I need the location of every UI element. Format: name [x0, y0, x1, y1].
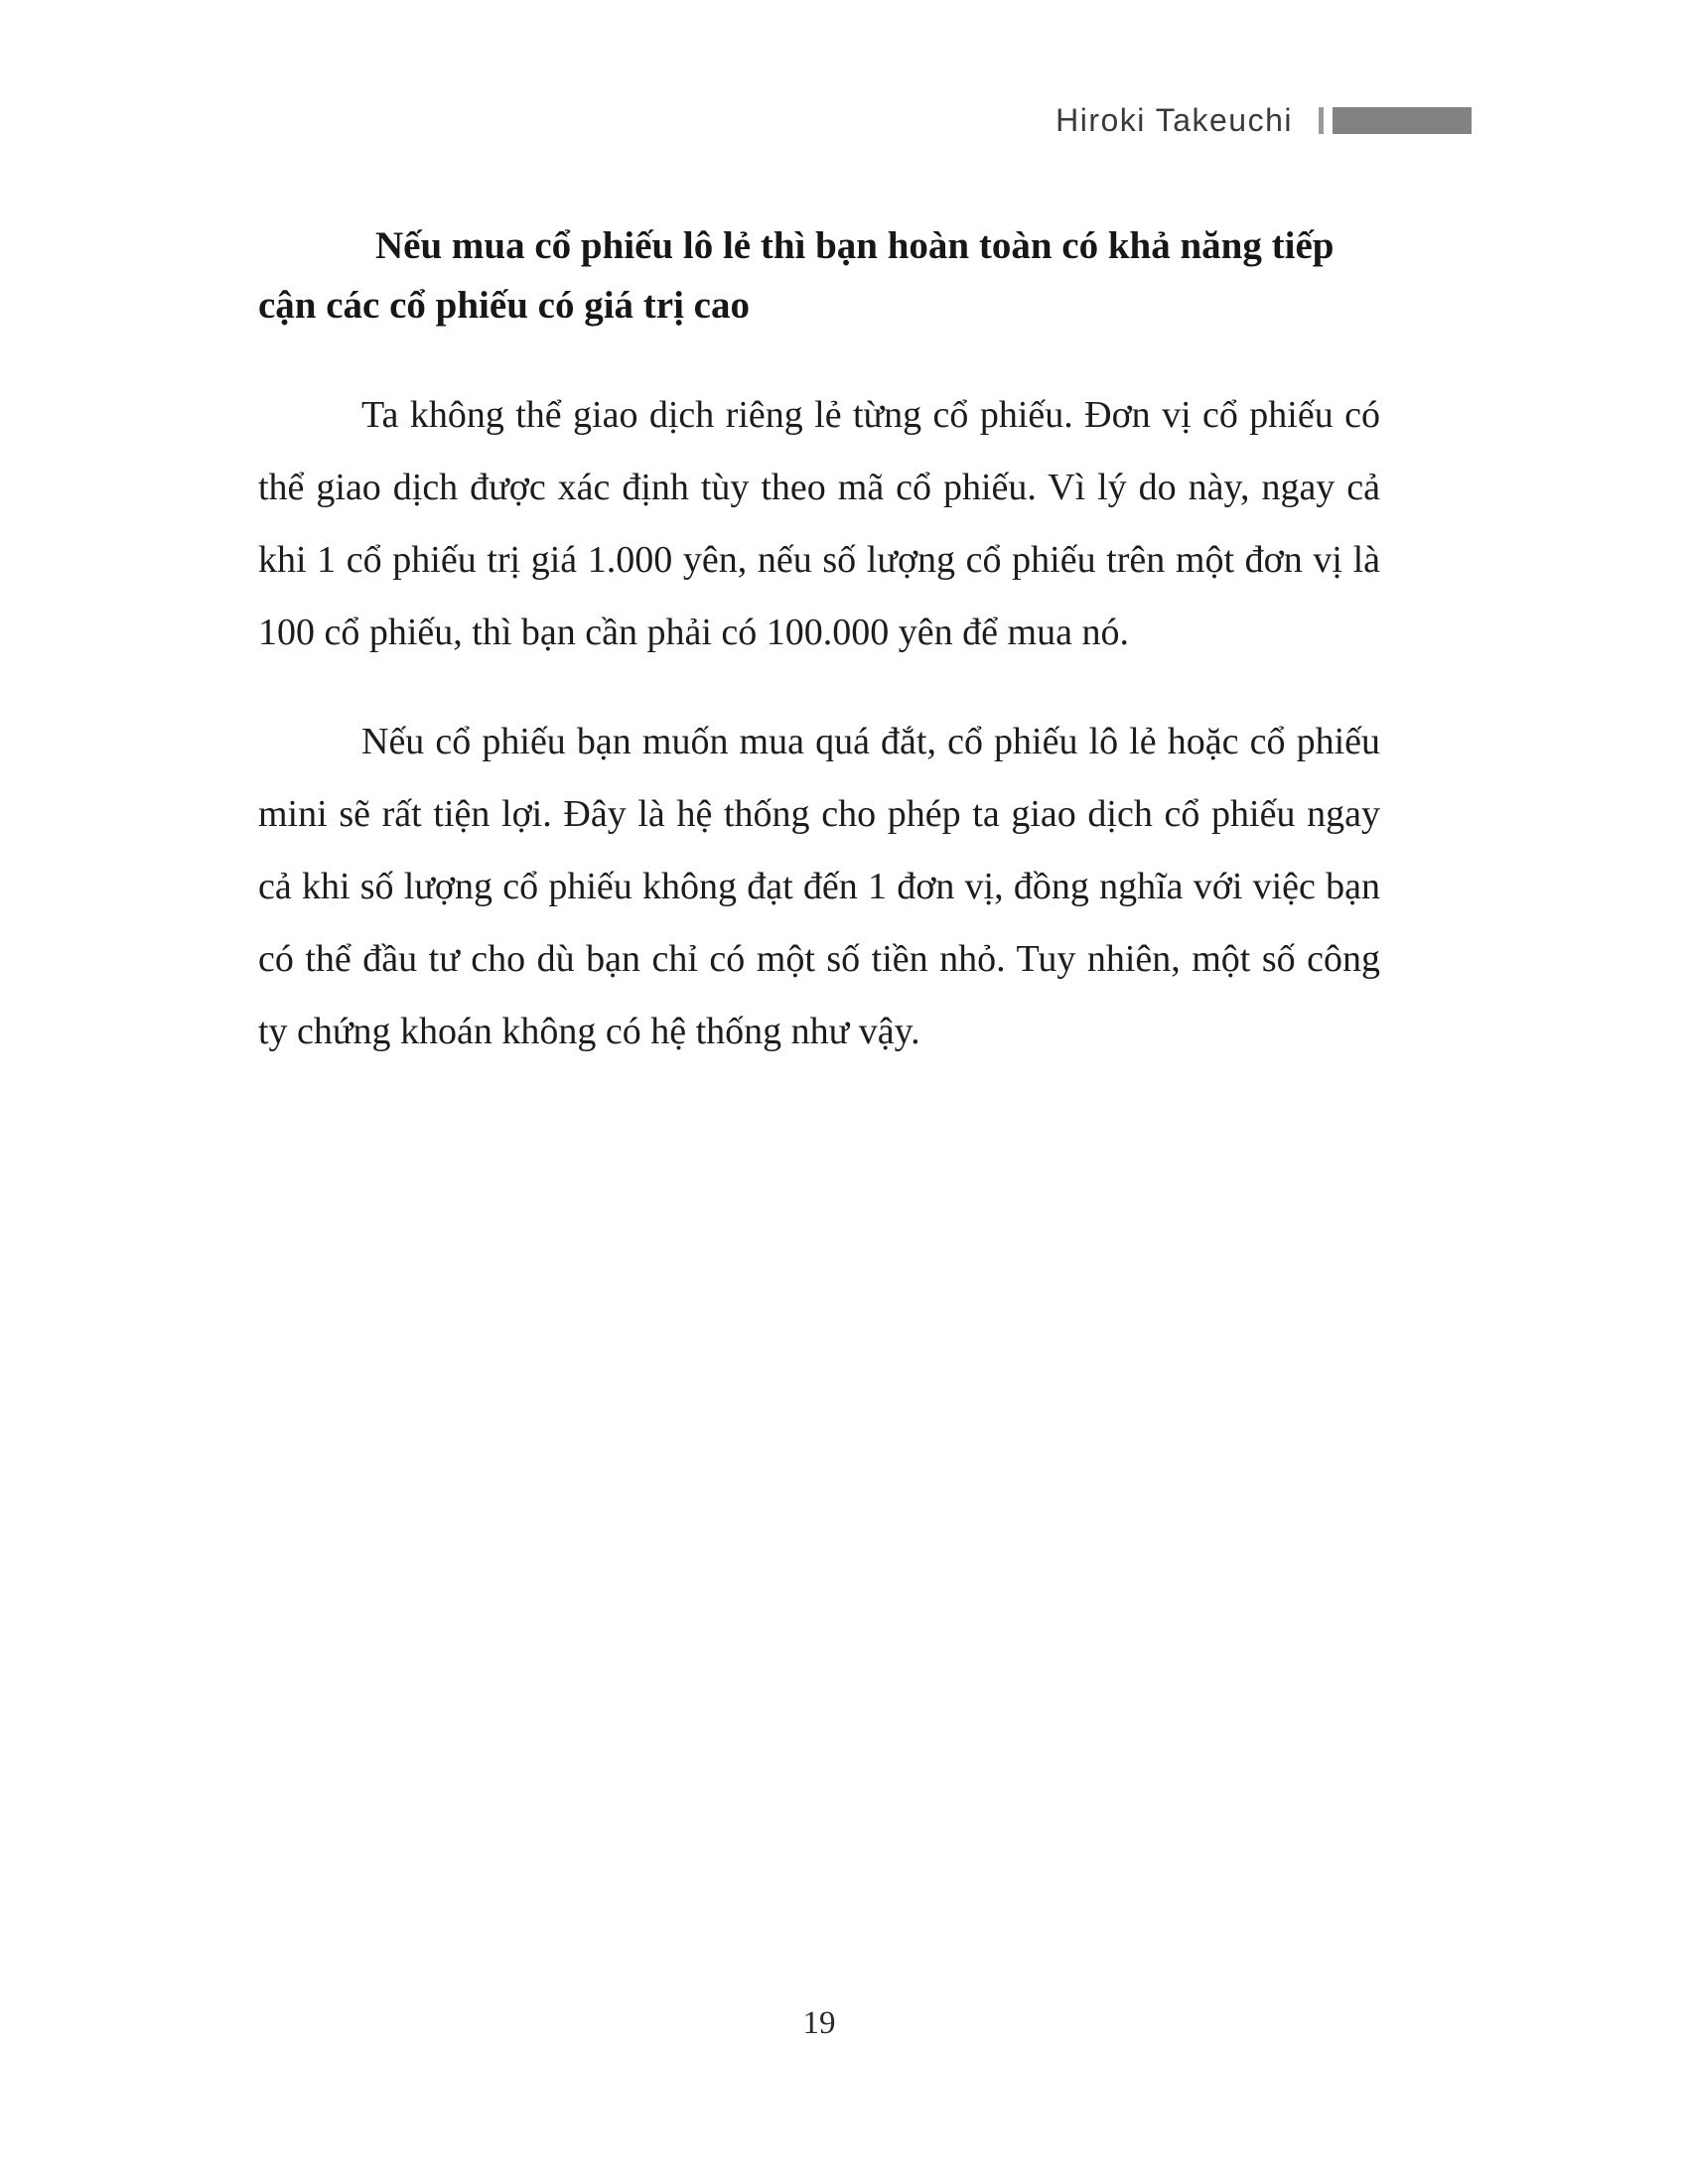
page-number: 19 [802, 2005, 836, 2041]
header-tick-mark [1319, 107, 1324, 134]
running-head-author: Hiroki Takeuchi [1055, 102, 1293, 138]
paragraph-2: Nếu cổ phiếu bạn muốn mua quá đắt, cổ phiếu lô lẻ hoặc cổ phiếu mini sẽ rất tiện lợi. Đây là hệ thống cho phép ta giao dịch cổ phiếu ngay cả khi số lượng cổ phiếu không đạt đến 1 đơn vị, đồng nghĩa với việc bạn có thể đầu tư cho dù bạn chỉ có một số tiền nhỏ. Tuy nhiên, một số công ty chứng khoán không có hệ thống như vậy. [258, 721, 1380, 1052]
header-bar [1333, 107, 1472, 134]
section-heading: Nếu mua cổ phiếu lô lẻ thì bạn hoàn toàn có khả năng tiếp cận các cổ phiếu có giá trị cao [258, 224, 1335, 327]
page-body [258, 216, 1380, 1105]
paragraph-1: Ta không thể giao dịch riêng lẻ từng cổ phiếu. Đơn vị cổ phiếu có thể giao dịch được xác định tùy theo mã cổ phiếu. Vì lý do này, ngay cả khi 1 cổ phiếu trị giá 1.000 yên, nếu số lượng cổ phiếu trên một đơn vị là 100 cổ phiếu, thì bạn cần phải có 100.000 yên để mua nó. [258, 394, 1380, 653]
page-header [0, 102, 1472, 139]
